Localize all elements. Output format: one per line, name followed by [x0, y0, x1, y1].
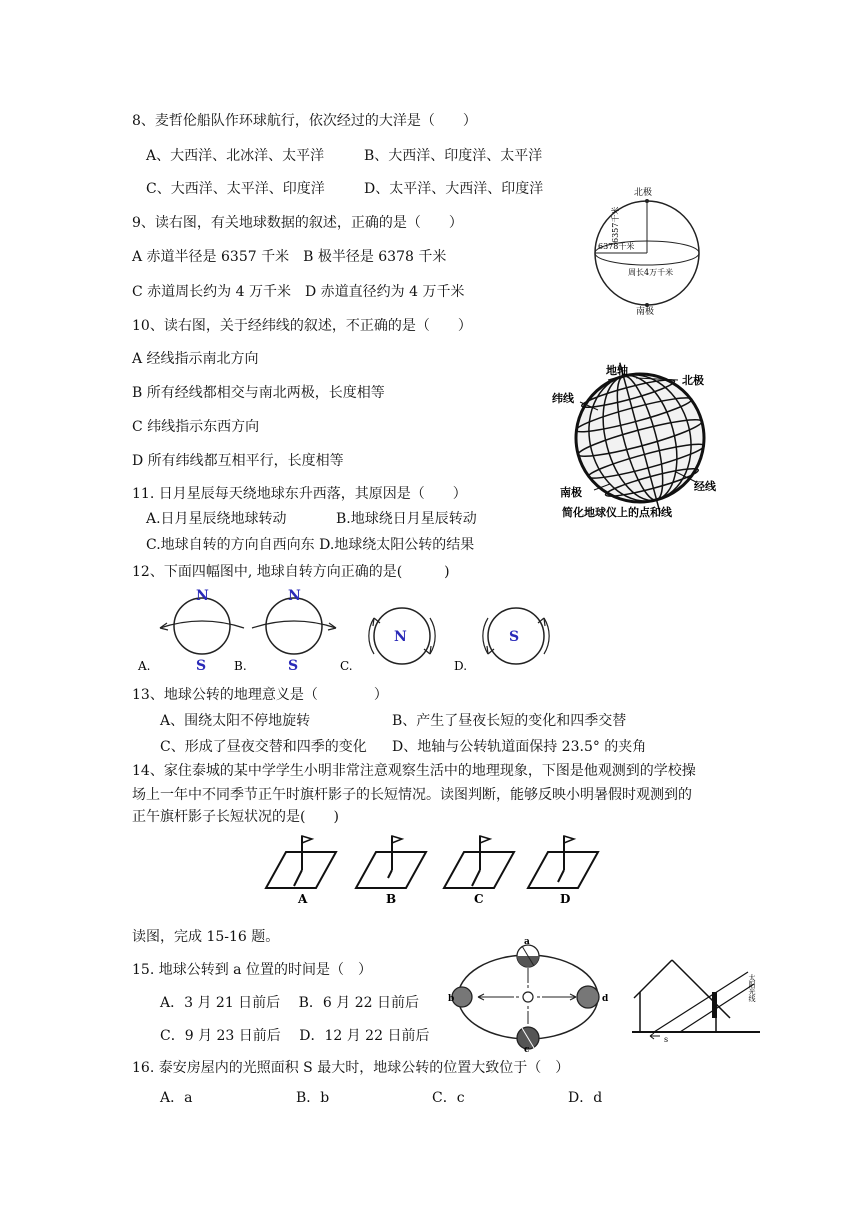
rotation-diagrams [132, 584, 562, 676]
latitude-label: 纬线 [552, 392, 574, 405]
pole-s-b: S [288, 658, 299, 674]
north-pole-label: 北极 [634, 188, 653, 198]
pole-n-a: N [196, 588, 209, 604]
q12-label-c: C. [340, 659, 353, 673]
house-sunlight-figure [630, 952, 764, 1044]
q8-stem: 8、麦哲伦船队作环球航行，依次经过的大洋是（ ） [132, 113, 477, 129]
q14-line-3: 正午旗杆影子长短状况的是( ) [132, 809, 339, 825]
globe-b-icon [266, 598, 322, 654]
q11-option-b: B.地球绕日月星辰转动 [336, 511, 477, 527]
q11-option-a: A.日月星辰绕地球转动 [146, 511, 287, 527]
q14-line-2: 场上一年中不同季节正午时旗杆影子的长短情况。读图判断，能够反映小明暑假时观测到的 [132, 787, 692, 803]
q15-options-ab: A．3 月 21 日前后 B．6 月 22 日前后 [160, 995, 419, 1011]
orbit-figure [448, 938, 614, 1052]
q12-label-a: A. [138, 659, 151, 673]
q14-label-b: B [386, 892, 397, 906]
q13-option-b: B、产生了昼夜长短的变化和四季交替 [392, 713, 627, 729]
q8-option-c: C、大西洋、太平洋、印度洋 [146, 181, 325, 197]
pole-s-a: S [196, 658, 207, 674]
area-s-label: s [664, 1035, 669, 1044]
q15-options-cd: C．9 月 23 日前后 D．12 月 22 日前后 [160, 1028, 430, 1044]
pole-n-b: N [288, 588, 301, 604]
sunlight-label: 太阳光线 [748, 974, 756, 1002]
q14-label-d: D [560, 892, 571, 906]
q12-stem: 12、下面四幅图中, 地球自转方向正确的是( ) [132, 564, 450, 580]
q16-option-a: A．a [160, 1090, 193, 1106]
q12-label-d: D. [454, 659, 468, 673]
q10-option-a: A 经线指示南北方向 [132, 351, 259, 367]
pole-n-c: N [394, 629, 407, 645]
q9-options-cd: C 赤道周长约为 4 万千米 D 赤道直径约为 4 万千米 [132, 284, 465, 300]
globe-caption: 简化地球仪上的点和线 [562, 506, 672, 519]
earth-d-icon [577, 986, 599, 1008]
q11-stem: 11. 日月星辰每天绕地球东升西落，其原因是（ ） [132, 486, 467, 502]
q13-option-a: A、围绕太阳不停地旋转 [160, 713, 311, 729]
south-pole-label: 南极 [636, 307, 655, 315]
q11-options-cd: C.地球自转的方向自西向东 D.地球绕太阳公转的结果 [146, 537, 475, 553]
longitude-label: 经线 [694, 480, 716, 493]
globe-a-icon [174, 598, 230, 654]
circumference-label: 周长4万千米 [628, 268, 674, 277]
orbit-label-a: a [524, 938, 530, 947]
q16-option-c: C．c [432, 1090, 465, 1106]
q10-stem: 10、读右图，关于经纬线的叙述，不正确的是（ ） [132, 318, 472, 334]
sun-icon [523, 992, 533, 1002]
q16-stem: 16. 泰安房屋内的光照面积 S 最大时，地球公转的位置大致位于（ ） [132, 1060, 570, 1076]
q10-option-b: B 所有经线都相交与南北两极，长度相等 [132, 385, 385, 401]
q8-option-a: A、大西洋、北冰洋、太平洋 [146, 148, 325, 164]
orbit-label-b: b [448, 994, 455, 1004]
q15-16-intro: 读图，完成 15-16 题。 [132, 929, 280, 945]
earth-data-figure [582, 183, 712, 315]
north-pole-label-2: 北极 [682, 374, 704, 387]
q16-option-b: B．b [296, 1090, 330, 1106]
flagpole-shadow-diagrams [264, 830, 604, 906]
axis-label: 地轴 [606, 364, 628, 377]
q14-label-a: A [298, 892, 308, 906]
q8-option-b: B、大西洋、印度洋、太平洋 [364, 148, 543, 164]
q10-option-d: D 所有纬线都互相平行，长度相等 [132, 453, 344, 469]
equatorial-radius-label: 6378千米 [598, 242, 635, 251]
polar-radius-label: 6357千米 [611, 206, 620, 243]
orbit-label-d: d [602, 994, 609, 1004]
q14-label-c: C [474, 892, 484, 906]
q9-options-ab: A 赤道半径是 6357 千米 B 极半径是 6378 千米 [132, 249, 447, 265]
south-pole-label-2: 南极 [560, 486, 582, 499]
q15-stem: 15. 地球公转到 a 位置的时间是（ ） [132, 962, 372, 978]
q13-stem: 13、地球公转的地理意义是（ ） [132, 687, 388, 703]
q14-line-1: 14、家住泰城的某中学学生小明非常注意观察生活中的地理现象，下图是他观测到的学校操 [132, 763, 696, 779]
earth-b-icon [452, 987, 472, 1007]
q13-option-d: D、地轴与公转轨道面保持 23.5° 的夹角 [392, 739, 647, 755]
q8-option-d: D、太平洋、大西洋、印度洋 [364, 181, 544, 197]
q12-label-b: B. [234, 659, 247, 673]
orbit-label-c: c [524, 1045, 530, 1052]
q10-option-c: C 纬线指示东西方向 [132, 419, 260, 435]
q9-stem: 9、读右图，有关地球数据的叙述，正确的是（ ） [132, 215, 463, 231]
globe-grid-figure [548, 350, 730, 522]
pole-s-d: S [509, 629, 520, 645]
q16-option-d: D．d [568, 1090, 603, 1106]
q13-option-c: C、形成了昼夜交替和四季的变化 [160, 739, 367, 755]
